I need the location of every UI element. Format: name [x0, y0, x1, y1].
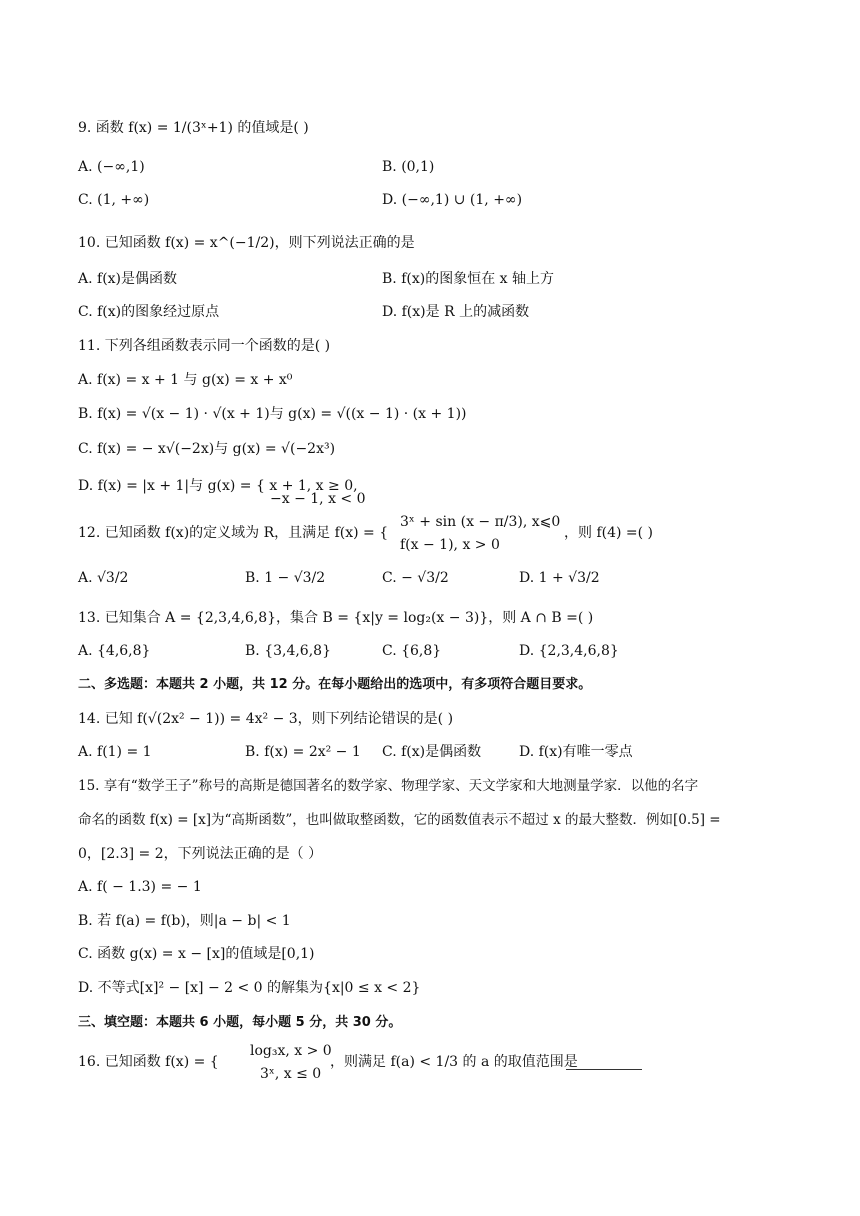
q15-stem-line3: 0，[2.3] = 2，下列说法正确的是（ ）	[78, 846, 323, 862]
q11-option-d-line1: D. f(x) = |x + 1|与 g(x) = { x + 1, x ≥ 0,	[78, 478, 358, 494]
q11-stem: 11. 下列各组函数表示同一个函数的是( )	[78, 338, 331, 354]
q12-stem-tail: ，则 f(4) =( )	[564, 525, 654, 541]
answer-blank[interactable]	[566, 1055, 642, 1070]
q14-option-d: D. f(x)有唯一零点	[519, 744, 633, 760]
q10-option-b: B. f(x)的图象恒在 x 轴上方	[382, 271, 554, 287]
q12-case-1: 3ˣ + sin (x − π/3), x⩽0	[400, 514, 561, 530]
q9-option-c: C. (1, +∞)	[78, 192, 150, 208]
q14-option-c: C. f(x)是偶函数	[382, 744, 482, 760]
q14-option-b: B. f(x) = 2x² − 1	[245, 744, 361, 760]
q15-stem-line1: 15. 享有“数学王子”称号的高斯是德国著名的数学家、物理学家、天文学家和大地测量学家．以他的名字	[78, 778, 699, 794]
q15-option-a: A. f( − 1.3) = − 1	[78, 879, 202, 895]
q13-stem: 13. 已知集合 A = {2,3,4,6,8}，集合 B = {x|y = log₂(x − 3)}，则 A ∩ B =( )	[78, 610, 594, 626]
q11-option-b: B. f(x) = √(x − 1) · √(x + 1)与 g(x) = √((x − 1) · (x + 1))	[78, 406, 467, 422]
q10-option-c: C. f(x)的图象经过原点	[78, 304, 220, 320]
q12-option-d: D. 1 + √3/2	[519, 570, 600, 586]
q12-option-b: B. 1 − √3/2	[245, 570, 326, 586]
q12-option-c: C. − √3/2	[382, 570, 449, 586]
q9-stem: 9. 函数 f(x) = 1/(3ˣ+1) 的值域是( )	[78, 120, 309, 136]
q15-option-c: C. 函数 g(x) = x − [x]的值域是[0,1)	[78, 946, 315, 962]
q11-option-d-line2: −x − 1, x < 0	[270, 491, 366, 507]
q12-case-2: f(x − 1), x > 0	[400, 537, 500, 553]
q16-stem: 16. 已知函数 f(x) = {	[78, 1054, 219, 1070]
q10-option-a: A. f(x)是偶函数	[78, 271, 178, 287]
q9-option-a: A. (−∞,1)	[78, 159, 145, 175]
q11-option-c: C. f(x) = − x√(−2x)与 g(x) = √(−2x³)	[78, 441, 336, 457]
q13-option-c: C. {6,8}	[382, 643, 442, 659]
section-heading-fill-in: 三、填空题：本题共 6 小题，每小题 5 分，共 30 分。	[78, 1015, 402, 1030]
q16-case-2: 3ˣ, x ≤ 0	[260, 1066, 322, 1082]
q12-stem: 12. 已知函数 f(x)的定义域为 R，且满足 f(x) = {	[78, 525, 389, 541]
q10-option-d: D. f(x)是 R 上的减函数	[382, 304, 530, 320]
q10-stem: 10. 已知函数 f(x) = x^(−1/2)，则下列说法正确的是	[78, 235, 415, 251]
section-heading-multiple-choice: 二、多选题：本题共 2 小题，共 12 分。在每小题给出的选项中，有多项符合题目要求。	[78, 677, 592, 692]
q13-option-b: B. {3,4,6,8}	[245, 643, 331, 659]
q12-option-a: A. √3/2	[78, 570, 129, 586]
q16-stem-tail: ，则满足 f(a) < 1/3 的 a 的取值范围是	[330, 1054, 578, 1070]
q16-case-1: log₃x, x > 0	[250, 1043, 332, 1059]
q13-option-d: D. {2,3,4,6,8}	[519, 643, 619, 659]
q9-option-d: D. (−∞,1) ∪ (1, +∞)	[382, 192, 523, 208]
q11-option-a: A. f(x) = x + 1 与 g(x) = x + x⁰	[78, 372, 293, 388]
q15-option-b: B. 若 f(a) = f(b)，则|a − b| < 1	[78, 913, 291, 929]
q9-option-b: B. (0,1)	[382, 159, 435, 175]
q15-stem-line2: 命名的函数 f(x) = [x]为“高斯函数”，也叫做取整函数，它的函数值表示不超过 x 的最大整数．例如[0.5] =	[78, 812, 721, 828]
q13-option-a: A. {4,6,8}	[78, 643, 151, 659]
q14-stem: 14. 已知 f(√(2x² − 1)) = 4x² − 3，则下列结论错误的是( )	[78, 711, 454, 727]
q15-option-d: D. 不等式[x]² − [x] − 2 < 0 的解集为{x|0 ≤ x < 2}	[78, 980, 421, 996]
q14-option-a: A. f(1) = 1	[78, 744, 152, 760]
